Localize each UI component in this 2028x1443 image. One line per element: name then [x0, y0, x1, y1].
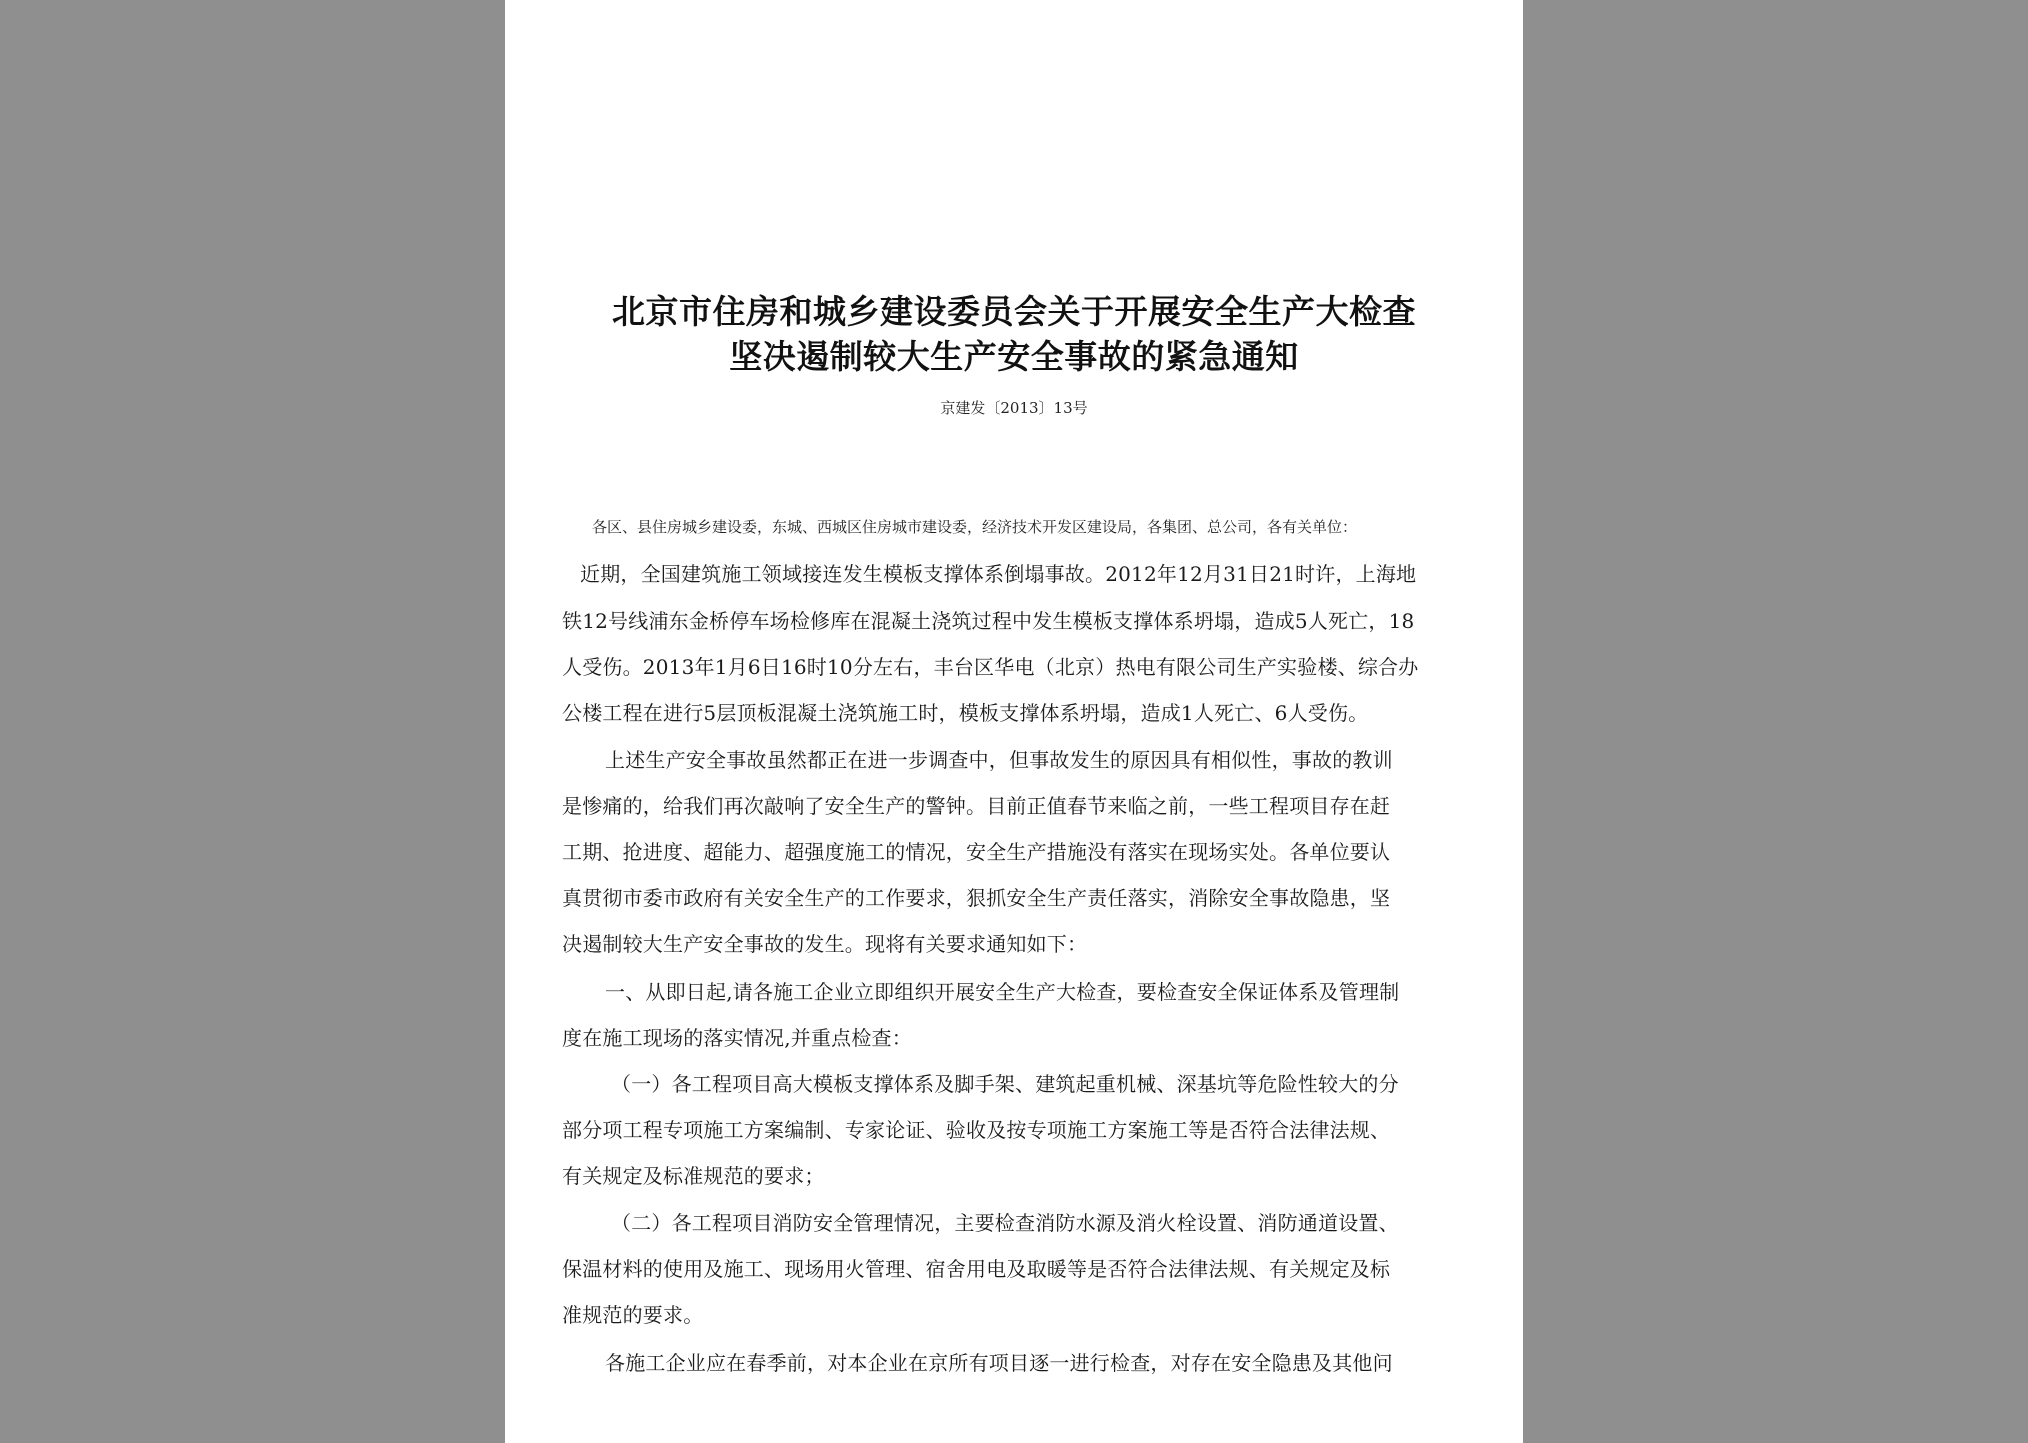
- body-line: 上述生产安全事故虽然都正在进一步调查中，但事故发生的原因具有相似性，事故的教训: [605, 748, 1393, 772]
- body-line: 近期，全国建筑施工领域接连发生模板支撑体系倒塌事故。2012年12月31日21时许，上海地: [580, 562, 1417, 586]
- body-line: 保温材料的使用及施工、现场用火管理、宿舍用电及取暖等是否符合法律法规、有关规定及标: [562, 1257, 1391, 1281]
- body-line: 有关规定及标准规范的要求；: [562, 1164, 825, 1188]
- document-title-line-2: 坚决遏制较大生产安全事故的紧急通知: [729, 337, 1299, 376]
- body-line: （一）各工程项目高大模板支撑体系及脚手架、建筑起重机械、深基坑等危险性较大的分: [611, 1072, 1399, 1096]
- body-line: 真贯彻市委市政府有关安全生产的工作要求，狠抓安全生产责任落实，消除安全事故隐患，坚: [562, 886, 1391, 910]
- body-line: 是惨痛的，给我们再次敲响了安全生产的警钟。目前正值春节来临之前，一些工程项目存在赶: [562, 794, 1391, 818]
- document-number: 京建发〔2013〕13号: [940, 399, 1088, 417]
- document-page: [505, 0, 1523, 1443]
- body-line: 铁12号线浦东金桥停车场检修库在混凝土浇筑过程中发生模板支撑体系坍塌，造成5人死亡，18: [562, 609, 1415, 633]
- body-line: （二）各工程项目消防安全管理情况，主要检查消防水源及消火栓设置、消防通道设置、: [611, 1211, 1399, 1235]
- addressee: 各区、县住房城乡建设委，东城、西城区住房城市建设委，经济技术开发区建设局，各集团、总公司，各有关单位：: [592, 518, 1358, 536]
- body-line: 部分项工程专项施工方案编制、专家论证、验收及按专项施工方案施工等是否符合法律法规、: [562, 1118, 1391, 1142]
- body-line: 决遏制较大生产安全事故的发生。现将有关要求通知如下：: [562, 932, 1088, 956]
- body-line: 一、从即日起,请各施工企业立即组织开展安全生产大检查，要检查安全保证体系及管理制: [605, 980, 1400, 1004]
- body-line: 各施工企业应在春季前，对本企业在京所有项目逐一进行检查，对存在安全隐患及其他问: [605, 1351, 1393, 1375]
- body-line: 公楼工程在进行5层顶板混凝土浇筑施工时，模板支撑体系坍塌，造成1人死亡、6人受伤。: [562, 701, 1369, 725]
- body-line: 准规范的要求。: [562, 1303, 704, 1327]
- document-title-line-1: 北京市住房和城乡建设委员会关于开展安全生产大检查: [612, 292, 1416, 331]
- body-line: 工期、抢进度、超能力、超强度施工的情况，安全生产措施没有落实在现场实处。各单位要认: [562, 840, 1391, 864]
- body-line: 度在施工现场的落实情况,并重点检查：: [562, 1026, 912, 1050]
- body-line: 人受伤。2013年1月6日16时10分左右，丰台区华电（北京）热电有限公司生产实验楼、综合办: [562, 655, 1419, 679]
